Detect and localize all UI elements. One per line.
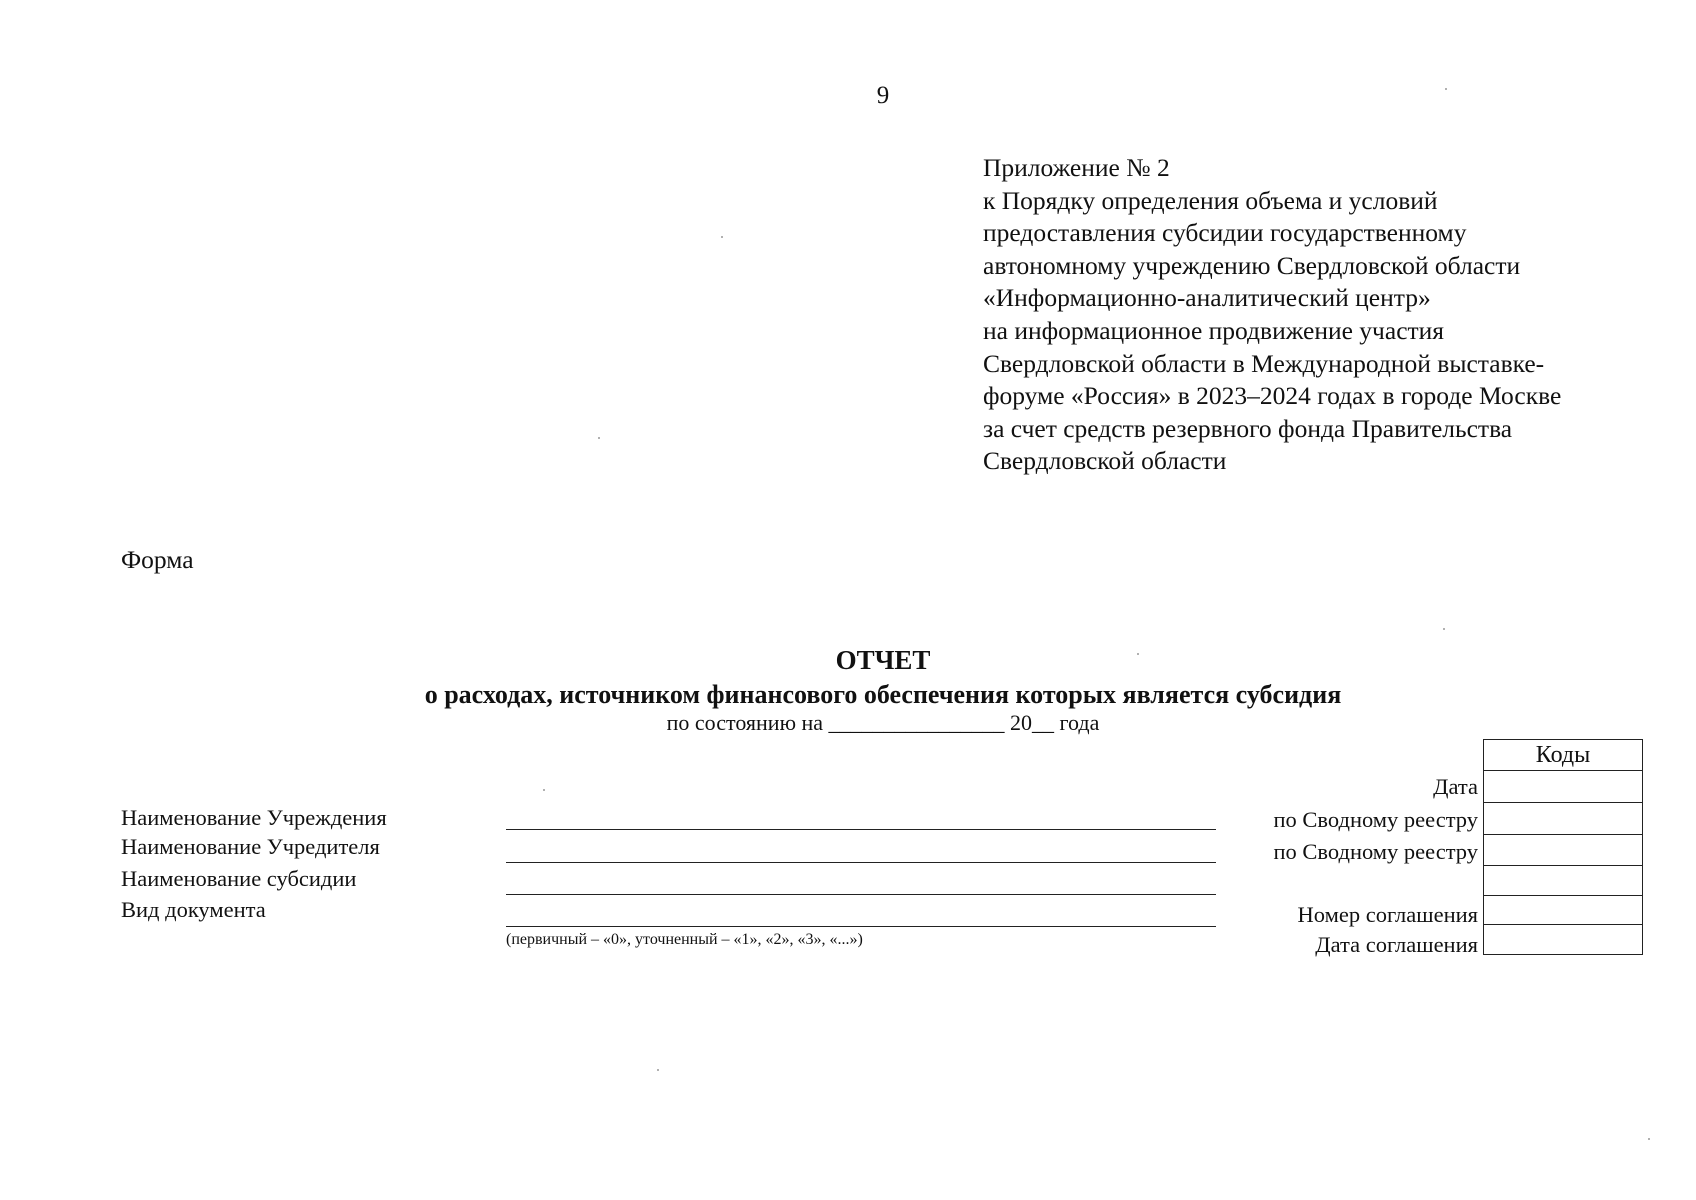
code-cell-agreement-date[interactable] (1484, 925, 1643, 955)
document-type-hint: (первичный – «0», уточненный – «1», «2», «3», «...») (506, 931, 863, 948)
appendix-note (983, 152, 1683, 478)
code-cell-registry-2[interactable] (1484, 835, 1643, 866)
appendix-line: Приложение № 2 (983, 153, 1170, 182)
scan-speck (1137, 653, 1139, 655)
appendix-line: Свердловской области (983, 446, 1227, 476)
founder-fill-line[interactable] (506, 862, 1216, 863)
code-label-date: Дата (1433, 774, 1478, 799)
appendix-line: за счет средств резервного фонда Правительства (983, 413, 1513, 443)
field-label-subsidy: Наименование субсидии (121, 866, 357, 891)
code-label-registry-2: по Сводному реестру (1273, 839, 1478, 864)
appendix-line: автономному учреждению Свердловской области (983, 250, 1521, 280)
appendix-line: Свердловской области в Международной выставке- (983, 348, 1545, 378)
appendix-line: форуме «Россия» в 2023–2024 годах в городе Москве (983, 381, 1562, 411)
form-label: Форма (121, 545, 194, 574)
scan-speck (1443, 628, 1445, 630)
scan-speck (1445, 88, 1447, 90)
code-label-registry-1: по Сводному реестру (1273, 807, 1478, 832)
institution-fill-line[interactable] (506, 829, 1216, 830)
report-date-line: по состоянию на ________________ 20__ года (666, 710, 1100, 735)
code-label-agreement-date: Дата соглашения (1315, 932, 1478, 957)
appendix-line: на информационное продвижение участия (983, 315, 1445, 345)
code-cell-agreement-number[interactable] (1484, 896, 1643, 925)
appendix-line: «Информационно-аналитический центр» (983, 283, 1431, 313)
scan-speck (721, 236, 723, 238)
code-cell-empty[interactable] (1484, 866, 1643, 896)
document-type-fill-line[interactable] (506, 926, 1216, 927)
scan-speck (543, 789, 545, 791)
code-cell-registry-1[interactable] (1484, 803, 1643, 835)
appendix-line: к Порядку определения объема и условий (983, 185, 1438, 215)
code-cell-date[interactable] (1484, 771, 1643, 803)
scan-speck (1648, 1138, 1650, 1140)
page-number: 9 (876, 82, 890, 109)
subsidy-fill-line[interactable] (506, 894, 1216, 895)
scan-speck (657, 1069, 659, 1071)
field-label-founder: Наименование Учредителя (121, 834, 380, 859)
report-title: ОТЧЕТ (835, 645, 931, 675)
field-label-institution: Наименование Учреждения (121, 805, 387, 830)
field-label-document-type: Вид документа (121, 897, 266, 922)
codes-header: Коды (1484, 740, 1643, 771)
code-label-agreement-number: Номер соглашения (1297, 902, 1478, 927)
codes-table (1483, 739, 1643, 955)
appendix-line: предоставления субсидии государственному (983, 218, 1467, 248)
report-subtitle: о расходах, источником финансового обеспечения которых является субсидия (424, 680, 1342, 709)
scan-speck (598, 437, 600, 439)
